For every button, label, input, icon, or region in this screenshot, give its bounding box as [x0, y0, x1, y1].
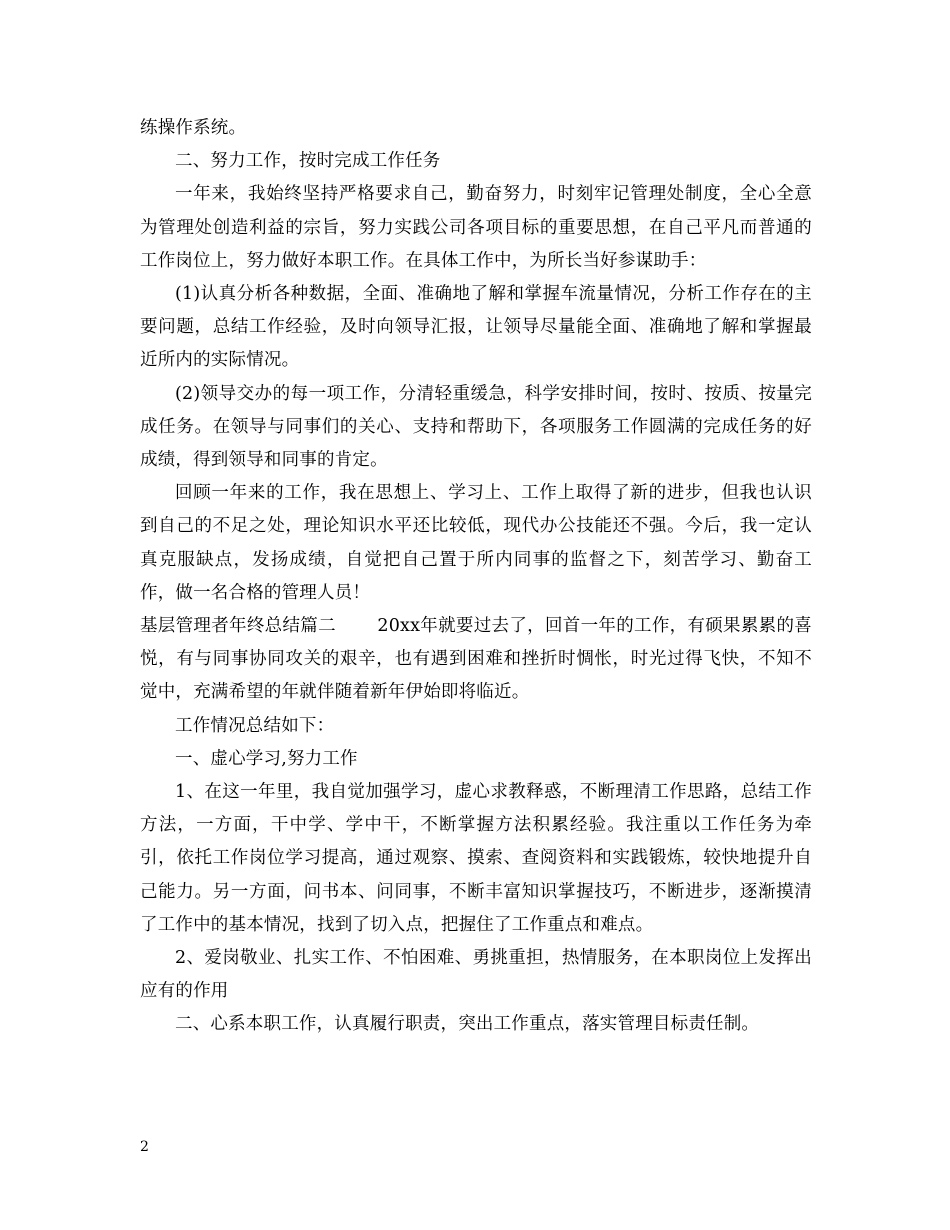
paragraph: 练操作系统。	[140, 118, 247, 138]
section-heading: 二、努力工作，按时完成工作任务	[175, 151, 441, 172]
paragraph: 工作情况总结如下：	[175, 715, 335, 736]
list-item: 2、爱岗敬业、扎实工作、不怕困难、勇挑重担，热情服务，在本职岗位上发挥出应有的作用	[140, 948, 812, 1002]
page-number: 2	[140, 1139, 149, 1155]
paragraph: 基层管理者年终总结篇二 20xx年就要过去了，回首一年的工作，有硕果累累的喜悦，有与同事协同攻关的艰辛，也有遇到困难和挫折时惆怅，时光过得飞快，不知不觉中，充满希望的年就伴随着新年伊始即将临近。	[140, 616, 812, 703]
section-heading: 二、心系本职工作，认真履行职责，突出工作重点，落实管理目标责任制。	[175, 1014, 760, 1035]
list-item: (1)认真分析各种数据，全面、准确地了解和掌握车流量情况，分析工作存在的主要问题，总结工作经验，及时向领导汇报，让领导尽量能全面、准确地了解和掌握最近所内的实际情况。	[140, 284, 812, 371]
list-item: 1、在这一年里，我自觉加强学习，虚心求教释惑，不断理清工作思路，总结工作方法，一方面，干中学、学中干，不断掌握方法积累经验。我注重以工作任务为牵引，依托工作岗位学习提高，通过观察、摸索、查阅资料和实践锻炼，较快地提升自己能力。另一方面，问书本、问同事，不断丰富知识掌握技巧，不断进步，逐渐摸清了工作中的基本情况，找到了切入点，把握住了工作重点和难点。	[140, 782, 812, 935]
list-item: (2)领导交办的每一项工作，分清轻重缓急，科学安排时间，按时、按质、按量完成任务。在领导与同事们的关心、支持和帮助下，各项服务工作圆满的完成任务的好成绩，得到领导和同事的肯定。	[140, 383, 812, 471]
section-heading: 一、虚心学习,努力工作	[175, 748, 358, 769]
document-body	[140, 112, 812, 1042]
paragraph: 一年来，我始终坚持严格要求自己，勤奋努力，时刻牢记管理处制度，全心全意为管理处创造利益的宗旨，努力实践公司各项目标的重要思想，在自己平凡而普通的工作岗位上，努力做好本职工作。在具体工作中，为所长当好参谋助手：	[140, 184, 812, 271]
paragraph: 回顾一年来的工作，我在思想上、学习上、工作上取得了新的进步，但我也认识到自己的不足之处，理论知识水平还比较低，现代办公技能还不强。今后，我一定认真克服缺点，发扬成绩，自觉把自己置于所内同事的监督之下，刻苦学习、勤奋工作，做一名合格的管理人员！	[140, 483, 812, 603]
